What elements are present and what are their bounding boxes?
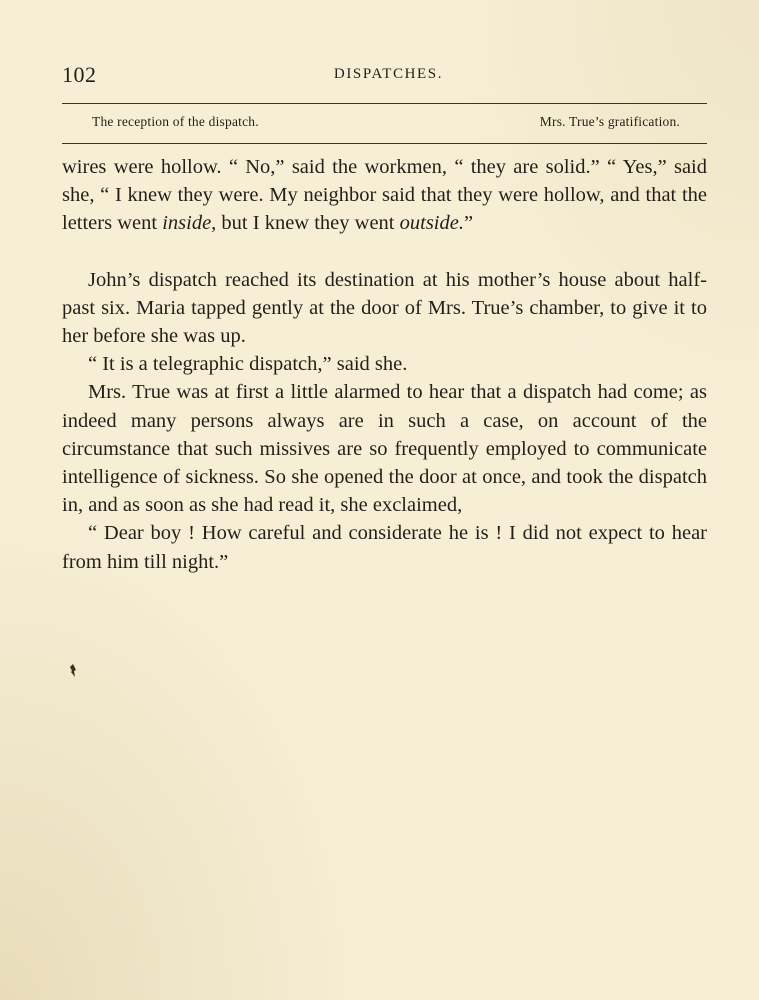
paragraph: “ It is a telegraphic dispatch,” said she.	[88, 353, 408, 376]
header-rule-bottom	[62, 143, 707, 144]
paragraph: John’s dispatch reached its destination at his mother’s house about half-past six. Maria tapped gently at the door of Mrs. True’s chamber, to give it to her before she was up.	[62, 268, 707, 348]
paragraph: “ Dear boy ! How careful and considerate he is ! I did not expect to hear from him till night.”	[62, 522, 707, 573]
running-head	[62, 62, 707, 90]
paragraph-continuation	[62, 153, 707, 238]
italic-word: outside.	[399, 212, 464, 235]
paragraph-text: , but I knew they went	[211, 212, 400, 235]
subhead-left: The reception of the dispatch.	[92, 114, 259, 129]
subhead-right: Mrs. True’s gratification.	[539, 114, 680, 129]
paragraph: Mrs. True was at first a little alarmed to hear that a dispatch had come; as indeed many persons always are in such a case, on account of the circumstance that such missives are so frequently employed to communicate intelligence of sickness. So she opened the door at once, and took the dispatch in, and as soon as she had read it, she exclaimed,	[62, 381, 707, 517]
closing-quote: ”	[463, 212, 474, 235]
running-title: DISPATCHES.	[333, 66, 444, 82]
header-rule-top	[62, 103, 707, 104]
paragraph-text: wires were hollow. “ No,” said the workmen, “ they are solid.” “ Yes,” said she, “ I knew they were. My neighbor said that they were hollow, and that the letters went	[62, 156, 707, 235]
body-text	[62, 153, 707, 576]
page-number: 102	[62, 62, 97, 87]
italic-word: inside	[162, 212, 212, 235]
ink-mark-icon	[69, 664, 77, 678]
